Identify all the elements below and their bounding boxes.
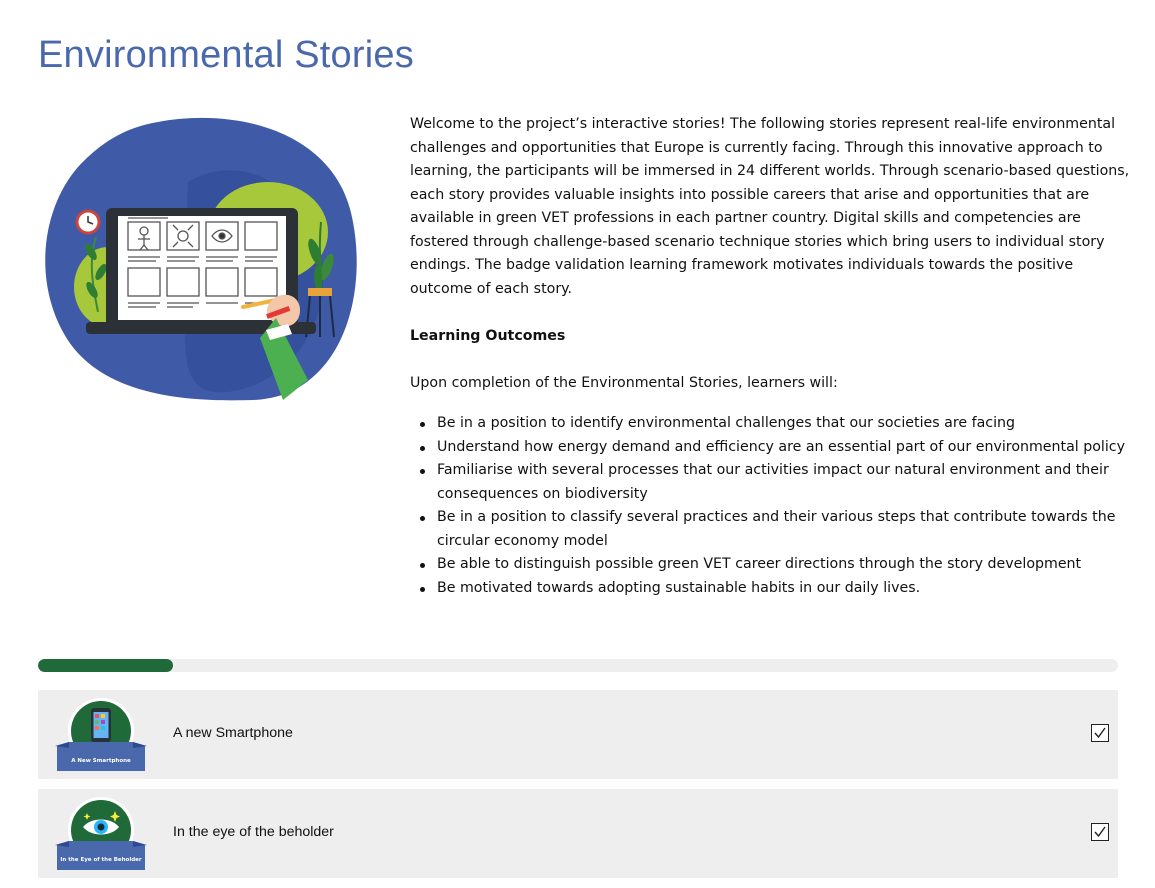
progress-fill bbox=[38, 659, 173, 672]
learning-outcomes-list bbox=[410, 412, 1130, 600]
hero-illustration bbox=[38, 112, 368, 412]
checkmark-icon bbox=[1093, 726, 1107, 740]
learning-outcomes-lead: Upon completion of the Environmental Stories, learners will: bbox=[410, 374, 838, 391]
intro-section bbox=[410, 113, 1130, 600]
learning-outcome-item: Understand how energy demand and efficiency are an essential part of our environmental policy bbox=[437, 436, 1130, 460]
badge-caption: In the Eye of the Beholder bbox=[60, 857, 142, 863]
learning-outcome-item: Familiarise with several processes that our activities impact our natural environment and their consequences on biodiversity bbox=[437, 459, 1130, 506]
story-title[interactable]: A new Smartphone bbox=[173, 725, 293, 741]
learning-outcome-item: Be able to distinguish possible green VET career directions through the story development bbox=[437, 553, 1130, 577]
learning-outcome-item: Be motivated towards adopting sustainable habits in our daily lives. bbox=[437, 577, 1130, 601]
completed-checkbox[interactable] bbox=[1091, 724, 1109, 742]
story-row-in-the-eye-of-the-beholder[interactable] bbox=[38, 789, 1118, 878]
learning-outcome-item: Be in a position to identify environmental challenges that our societies are facing bbox=[437, 412, 1130, 436]
learning-outcomes-heading: Learning Outcomes bbox=[410, 327, 566, 344]
checkmark-icon bbox=[1093, 825, 1107, 839]
intro-paragraph: Welcome to the project’s interactive stories! The following stories represent real-life environmental challenges and opportunities that Europe is currently facing. Through this innovative approach to learning, the participants will be immersed in 24 different worlds. Through scenario-based questions, each story provides valuable insights into possible careers that arise and opportunities that are available in green VET professions in each partner country. Digital skills and competencies are fostered through challenge-based scenario technique stories which bring users to individual story endings. The badge validation learning framework motivates individuals towards the positive outcome of each story. bbox=[410, 116, 1130, 297]
smartphone-badge-icon bbox=[55, 698, 147, 773]
story-row-a-new-smartphone[interactable] bbox=[38, 690, 1118, 779]
story-list bbox=[38, 690, 1118, 888]
page-title: Environmental Stories bbox=[38, 34, 414, 76]
completed-checkbox[interactable] bbox=[1091, 823, 1109, 841]
story-title[interactable]: In the eye of the beholder bbox=[173, 824, 334, 840]
eye-badge-icon bbox=[55, 797, 147, 872]
badge-caption: A New Smartphone bbox=[71, 758, 131, 764]
learning-outcome-item: Be in a position to classify several practices and their various steps that contribute towards the circular economy model bbox=[437, 506, 1130, 553]
stories-progress-bar bbox=[38, 659, 1118, 672]
